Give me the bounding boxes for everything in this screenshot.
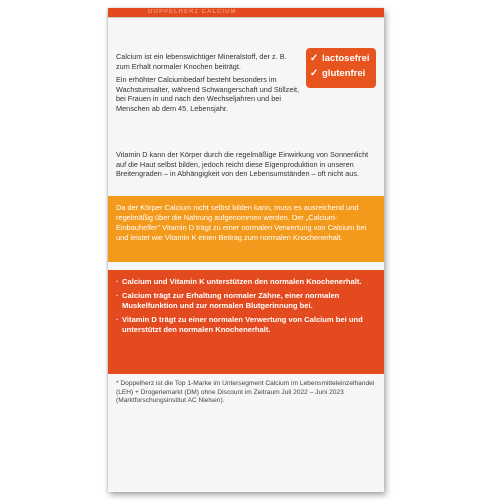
claim-item: · Calcium und Vitamin K unterstützen den normalen Knochenerhalt. — [116, 277, 378, 287]
intro-paragraph-bedarf: Ein erhöhter Calciumbedarf besteht besonders im Wachstumsalter, während Schwangerschaft und Stillzeit, bei Frauen in und nach den Wechseljahren und bei Menschen ab dem 45. Lebensjahr. — [116, 75, 300, 113]
claims-list — [116, 277, 378, 339]
claim-item: · Calcium trägt zur Erhaltung normaler Zähne, einer normalen Muskelfunktion und zur normalen Blutgerinnung bei. — [116, 291, 378, 311]
intro-paragraph-vitamin-d: Vitamin D kann der Körper durch die regelmäßige Einwirkung von Sonnenlicht auf die Haut selbst bilden, jedoch reicht diese Eigenproduktion in unseren Breitengraden – in Abhängigkeit von den Lebensumständen – oft nicht aus. — [116, 150, 369, 179]
blank-bottom-area — [108, 416, 384, 492]
intro-text-block — [116, 52, 301, 118]
box-top-flap — [108, 8, 384, 17]
check-icon: ✓ — [310, 68, 319, 79]
badge-item-lactose — [310, 51, 376, 66]
check-icon: ✓ — [310, 53, 319, 64]
intro-paragraph-calcium: Calcium ist ein lebenswichtiger Mineralstoff, der z. B. zum Erhalt normaler Knochen beiträgt. — [116, 52, 287, 71]
flap-brand-text: DOPPELHERZ CALCIUM — [148, 9, 237, 15]
badge-item-gluten — [310, 66, 376, 81]
badge-label: glutenfrei — [322, 68, 366, 79]
footnote: * Doppelherz ist die Top 1-Marke im Untersegment Calcium im Lebensmitteleinzelhandel (LEH) + Drogeriemarkt (DM) ohne Discount im Zeitraum Juli 2022 – Juni 2023 (Marktforschungsinstitut AC Nielsen). — [116, 380, 375, 405]
claims-panel — [108, 270, 384, 374]
product-box — [108, 8, 384, 492]
info-panel-yellow — [108, 196, 384, 262]
info-panel-text: Da der Körper Calcium nicht selbst bilden kann, muss es ausreichend und regelmäßig über die Nahrung aufgenommen werden. Der „Calcium-Einbauhelfer" Vitamin D trägt zu einer normalen Verwertung von Calcium bei und leistet wie Vitamin K einen Beitrag zum normalen Knochenerhalt. — [116, 203, 367, 242]
flap-crease — [108, 17, 384, 18]
badge-label: lactosefrei — [322, 53, 370, 64]
claim-item: · Vitamin D trägt zu einer normalen Verwertung von Calcium bei und unterstützt den normalen Knochenerhalt. — [116, 315, 378, 335]
free-from-badge — [306, 48, 376, 88]
